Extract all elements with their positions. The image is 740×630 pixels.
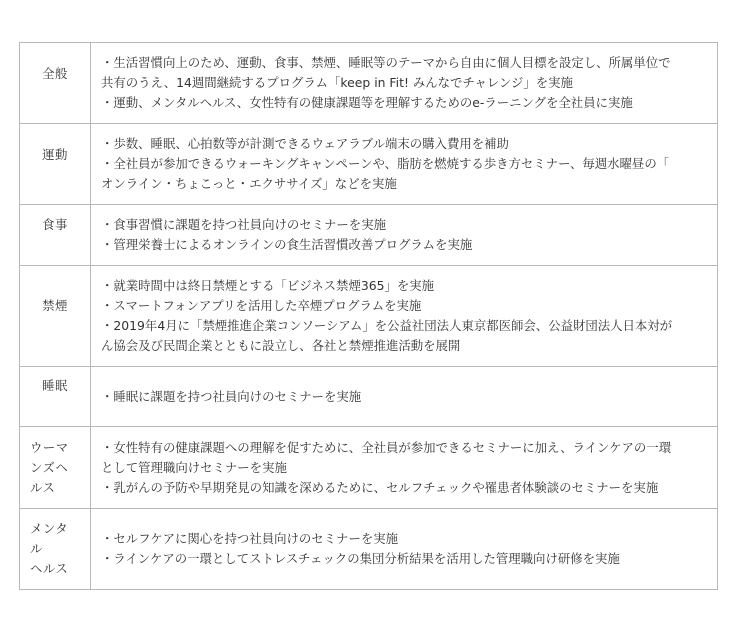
category-label: ヘルス [30, 561, 69, 576]
table-row-exercise [20, 124, 718, 205]
category-label: 運動 [42, 147, 68, 162]
description-line: ・2019年4月に「禁煙推進企業コンソーシアム」を公益社団法人東京都医師会、公益財団法人日本対が [101, 318, 673, 333]
category-label: ンズヘ [30, 459, 69, 475]
health-measures-table [19, 42, 718, 590]
description-line: ・女性特有の健康課題への理解を促すために、全社員が参加できるセミナーに加え、ラインケアの一環 [101, 439, 672, 455]
category-cell [20, 43, 91, 124]
category-label: メンタ [30, 521, 69, 536]
category-label: ル [30, 541, 43, 556]
description-cell [91, 205, 718, 266]
category-cell [20, 427, 91, 509]
description-line: ・管理栄養士によるオンラインの食生活習慣改善プログラムを実施 [101, 237, 473, 252]
category-cell [20, 205, 91, 266]
table-row-sleep [20, 367, 718, 427]
description-line: ・スマートフォンアプリを活用した卒煙プログラムを実施 [101, 298, 422, 313]
description-line: として管理職向けセミナーを実施 [101, 459, 287, 475]
health-measures-table-wrapper [19, 42, 718, 590]
description-cell [91, 124, 718, 205]
description-line: ん協会及び民間企業とともに設立し、各社と禁煙推進活動を展開 [101, 338, 461, 353]
description-line: ・セルフケアに関心を持つ社員向けのセミナーを実施 [101, 531, 399, 546]
description-cell [91, 266, 718, 367]
description-line: ・食事習慣に課題を持つ社員向けのセミナーを実施 [101, 217, 386, 232]
description-cell [91, 367, 718, 427]
description-line: ・就業時間中は終日禁煙とする「ビジネス禁煙365」を実施 [101, 278, 435, 293]
category-label: 全般 [42, 66, 68, 81]
category-label: ルス [30, 479, 56, 495]
table-row-general [20, 43, 718, 124]
table-row-mental-health [20, 509, 718, 590]
table-row-diet [20, 205, 718, 266]
description-line: オンライン・ちょこっと・エクササイズ」などを実施 [101, 176, 397, 191]
category-cell [20, 124, 91, 205]
table-row-no-smoking [20, 266, 718, 367]
description-line: ・ラインケアの一環としてストレスチェックの集団分析結果を活用した管理職向け研修を実施 [101, 551, 620, 566]
category-cell [20, 367, 91, 427]
category-label: 食事 [42, 217, 68, 232]
category-cell [20, 266, 91, 367]
category-label: 禁煙 [42, 298, 68, 313]
description-line: ・生活習慣向上のため、運動、食事、禁煙、睡眠等のテーマから自由に個人目標を設定し、所属単位で [101, 55, 671, 70]
description-line: ・睡眠に課題を持つ社員向けのセミナーを実施 [101, 388, 362, 404]
table-row-womens-health [20, 427, 718, 509]
category-label: ウーマ [30, 439, 69, 455]
category-label: 睡眠 [42, 378, 68, 393]
description-cell [91, 427, 718, 509]
description-line: ・乳がんの予防や早期発見の知識を深めるために、セルフチェックや罹患者体験談のセミナーを実施 [101, 479, 659, 495]
description-line: 共有のうえ、14週間継続するプログラム「keep in Fit! みんなでチャレンジ」を実施 [101, 75, 573, 90]
description-line: ・歩数、睡眠、心拍数等が計測できるウェアラブル端末の購入費用を補助 [101, 136, 509, 151]
description-cell [91, 509, 718, 590]
description-cell [91, 43, 718, 124]
description-line: ・運動、メンタルヘルス、女性特有の健康課題等を理解するためのe-ラーニングを全社員に実施 [101, 95, 633, 110]
description-line: ・全社員が参加できるウォーキングキャンペーンや、脂肪を燃焼する歩き方セミナー、毎週水曜昼の「 [101, 156, 670, 171]
category-cell [20, 509, 91, 590]
